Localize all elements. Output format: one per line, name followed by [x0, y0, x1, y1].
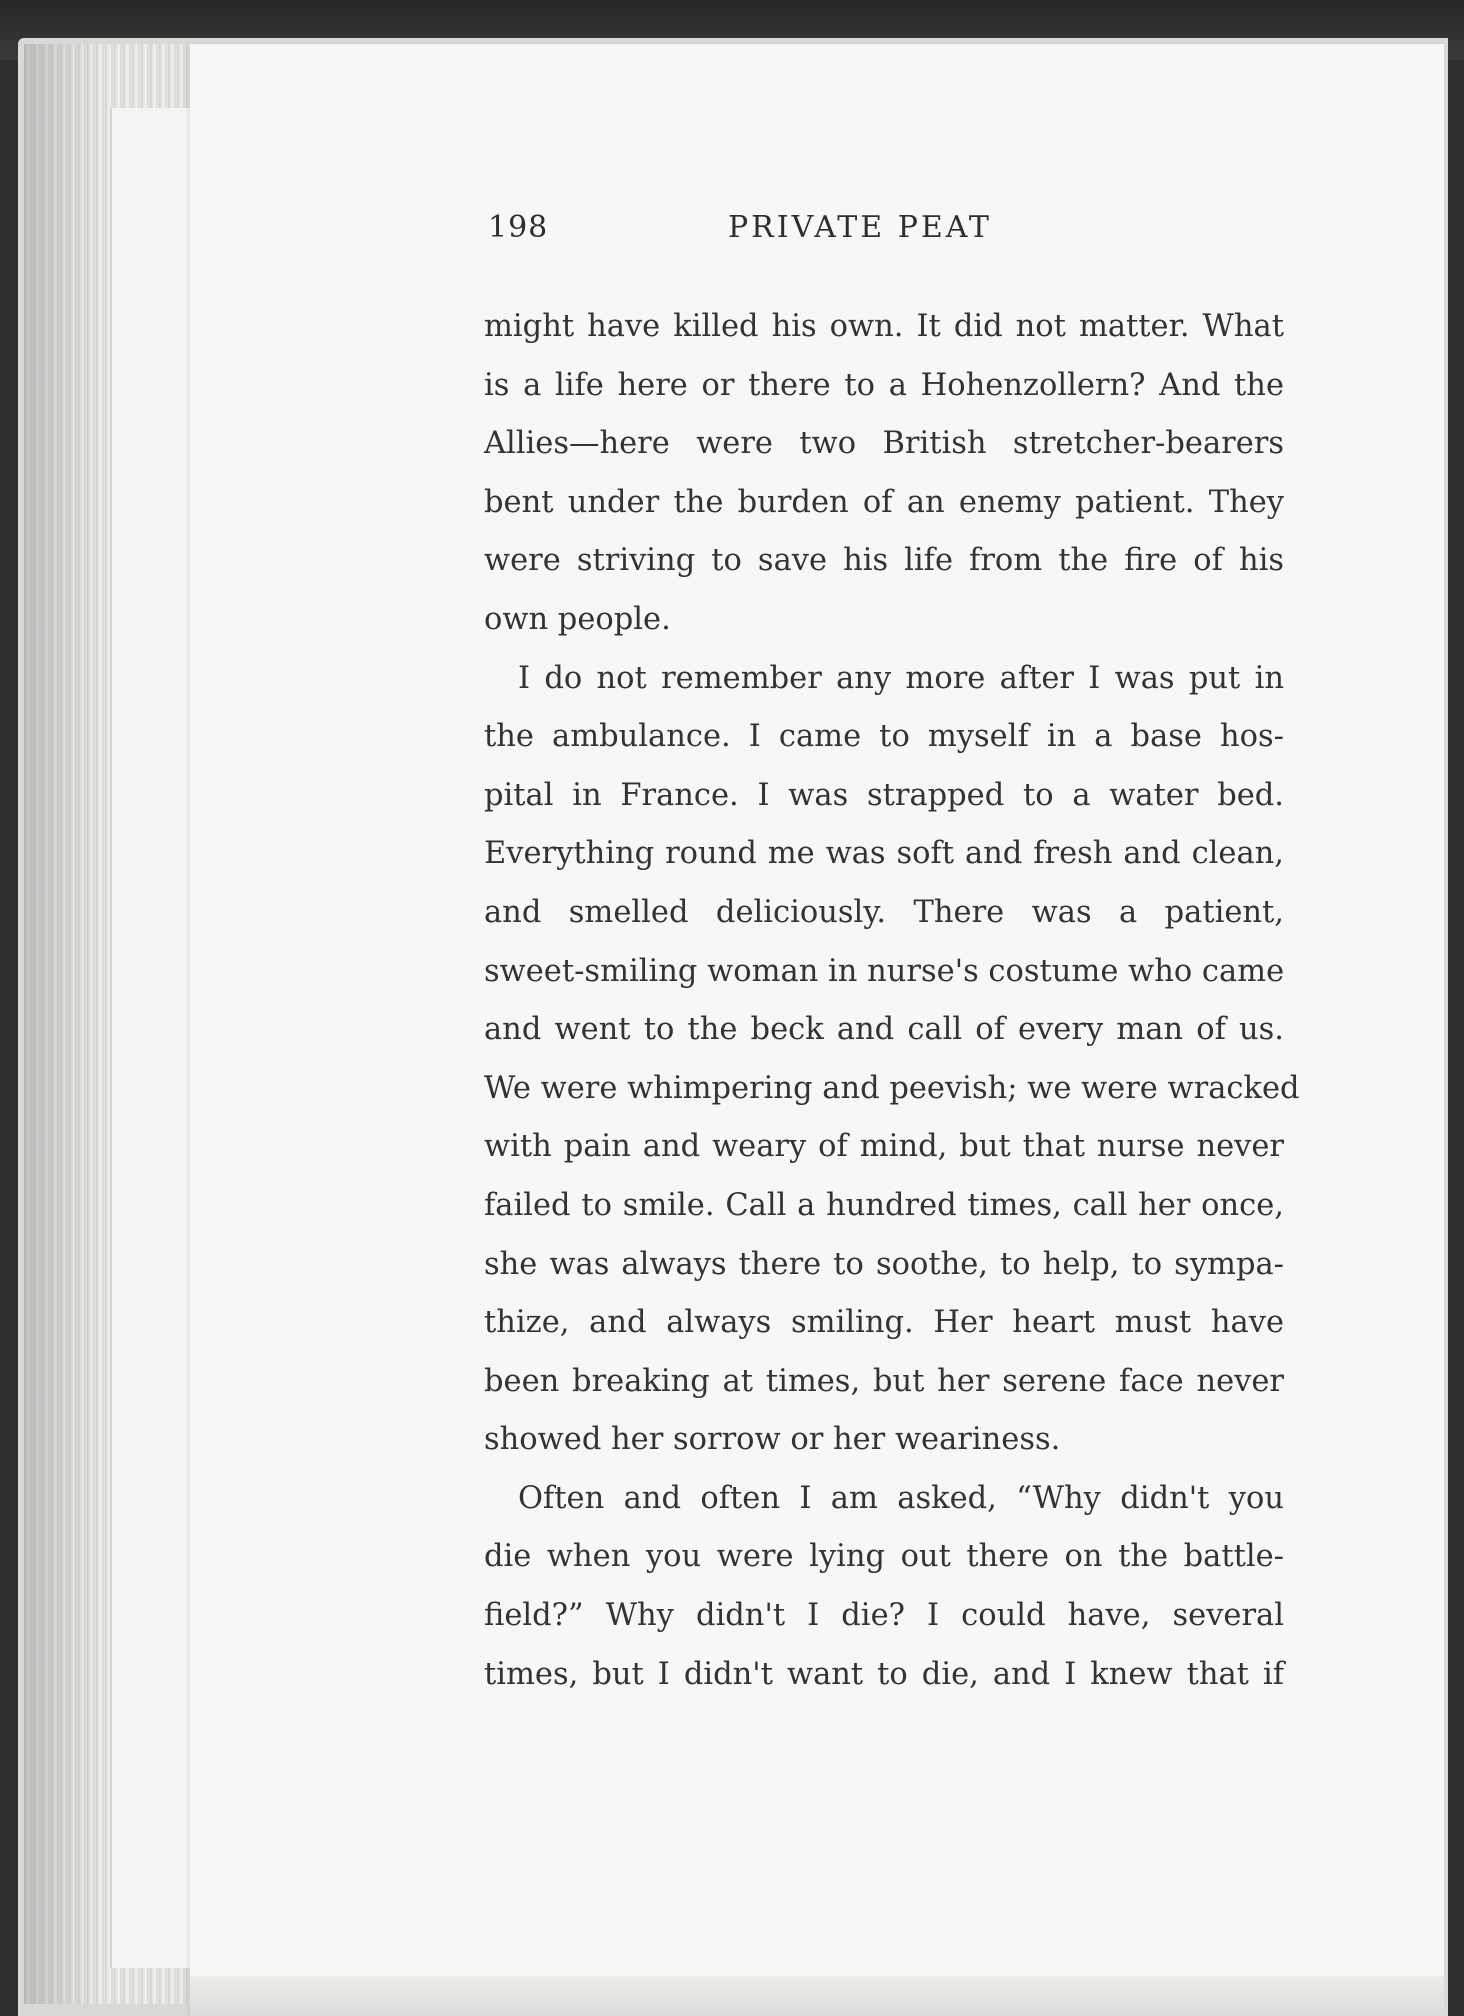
text-line: I do not remember any more after I was put in — [518, 660, 1284, 696]
text-line: failed to smile. Call a hundred times, call her once, — [484, 1187, 1284, 1223]
paragraph — [484, 1470, 1284, 1704]
text-line: and smelled deliciously. There was a patient, — [484, 894, 1284, 930]
text-line: with pain and weary of mind, but that nurse never — [484, 1129, 1284, 1165]
page-number: 198 — [488, 210, 549, 245]
text-line: the ambulance. I came to myself in a base hos- — [484, 719, 1284, 755]
text-line: been breaking at times, but her serene face never — [484, 1363, 1284, 1399]
text-line: We were whimpering and peevish; we were wracked — [484, 1070, 1300, 1106]
paragraph — [484, 298, 1284, 650]
paragraph — [484, 650, 1300, 1470]
text-line: times, but I didn't want to die, and I knew that if — [484, 1656, 1284, 1692]
body-text — [484, 298, 1300, 1704]
text-line: Everything round me was soft and fresh and clean, — [484, 836, 1284, 872]
text-line: pital in France. I was strapped to a water bed. — [484, 777, 1284, 813]
text-line: were striving to save his life from the fire of his — [484, 543, 1284, 579]
text-line: Allies—here were two British stretcher-bearers — [484, 426, 1284, 462]
text-line: bent under the burden of an enemy patient. They — [484, 484, 1284, 520]
text-line: die when you were lying out there on the battle- — [484, 1539, 1284, 1575]
text-line: own people. — [484, 601, 671, 637]
text-line: showed her sorrow or her weariness. — [484, 1422, 1061, 1458]
running-header — [488, 210, 1288, 260]
text-line: sweet-smiling woman in nurse's costume who came — [484, 953, 1285, 989]
text-line: thize, and always smiling. Her heart must have — [484, 1305, 1284, 1341]
text-line: Often and often I am asked, “Why didn't you — [518, 1480, 1284, 1516]
running-title: PRIVATE PEAT — [728, 210, 992, 245]
text-line: and went to the beck and call of every man of us. — [484, 1012, 1284, 1048]
text-line: is a life here or there to a Hohenzollern? And the — [484, 367, 1284, 403]
page-bottom-edge — [190, 1976, 1444, 2016]
text-line: she was always there to soothe, to help, to sympa- — [484, 1246, 1284, 1282]
text-line: field?” Why didn't I die? I could have, several — [484, 1598, 1284, 1634]
text-line: might have killed his own. It did not matter. What — [484, 309, 1284, 344]
